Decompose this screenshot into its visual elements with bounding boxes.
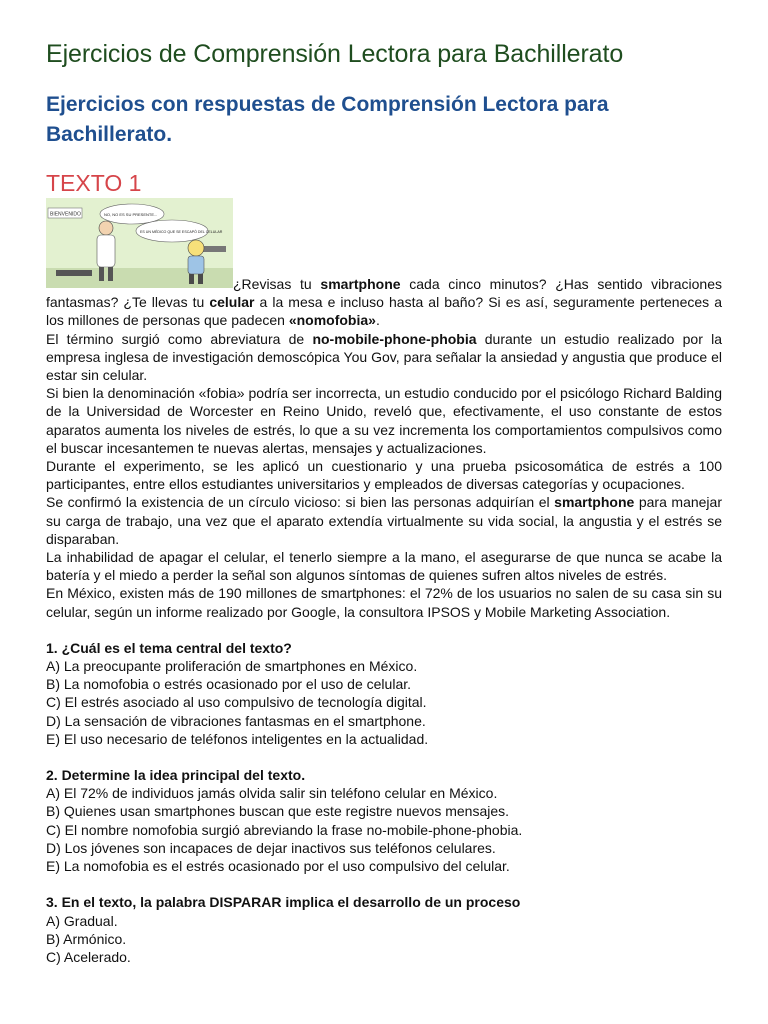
answer-option: B) La nomofobia o estrés ocasionado por el uso de celular. [46, 676, 412, 693]
paragraph-5 [46, 493, 722, 548]
highlight-smartphone: smartphone [554, 494, 635, 511]
question-1 [46, 639, 722, 748]
answer-option: C) Acelerado. [46, 948, 131, 965]
text-run: durante un estudio realizado por la empresa inglesa de investigación demoscópica You Gov, para señalar la ansiedad y angustia que produce el estar sin celular. [46, 330, 722, 384]
section-label: TEXTO 1 [46, 170, 142, 196]
paragraph-2 [46, 330, 722, 385]
paragraph-1 [46, 275, 722, 330]
answer-option: C) El estrés asociado al uso compulsivo de tecnología digital. [46, 694, 427, 711]
reading-text [46, 275, 722, 966]
answer-option: A) Gradual. [46, 912, 118, 929]
answer-option: C) El nombre nomofobia surgió abreviando la frase no-mobile-phone-phobia. [46, 821, 523, 838]
text-run: cada cinco minutos? ¿Has sentido vibraciones fantasmas? ¿Te llevas tu [46, 276, 722, 311]
answer-option: E) El uso necesario de teléfonos inteligentes en la actualidad. [46, 730, 429, 747]
text-run: Se confirmó la existencia de un círculo vicioso: si bien las personas adquirían el [46, 494, 555, 511]
text-run: ¿Revisas tu [233, 276, 321, 292]
answer-option: A) El 72% de individuos jamás olvida salir sin teléfono celular en México. [46, 785, 498, 802]
document-title: Ejercicios de Comprensión Lectora para Bachillerato [46, 40, 624, 68]
answer-option: B) Quienes usan smartphones buscan que este registre nuevos mensajes. [46, 803, 510, 820]
answer-option: B) Armónico. [46, 930, 127, 947]
document-subtitle: Ejercicios con respuestas de Comprensión Lectora para Bachillerato. [46, 93, 609, 146]
answer-option: D) La sensación de vibraciones fantasmas en el smartphone. [46, 712, 426, 729]
question-title: 3. En el texto, la palabra DISPARAR implica el desarrollo de un proceso [46, 894, 521, 911]
speech-bubble-1-text: NO, NO ES SU PRESENTE... [104, 212, 158, 217]
paragraph-3: Si bien la denominación «fobia» podría ser incorrecta, un estudio conducido por el psicólogo Richard Balding de la Universidad de Worcester en Reino Unido, reveló que, efectivamente, el uso constante de estos aparatos aumenta los niveles de estrés, lo que a su vez incrementa los comportamientos compulsivos como el buscar incesantemen te nuevas alertas, mensajes y actualizaciones. [46, 385, 722, 456]
highlight-no-mobile-phone-phobia: no-mobile-phone-phobia [312, 330, 477, 347]
answer-option: E) La nomofobia es el estrés ocasionado por el uso compulsivo del celular. [46, 858, 510, 875]
answer-option: A) La preocupante proliferación de smartphones en México. [46, 658, 418, 675]
text-run: a la mesa e incluso hasta al baño? Si es así, seguramente perteneces a los millones de personas que padecen [46, 294, 722, 329]
answer-option: D) Los jóvenes son incapaces de dejar inactivos sus teléfonos celulares. [46, 839, 496, 856]
text-run: para manejar su carga de trabajo, una vez que el aparato extendía virtualmente su vida social, la angustia y el estrés se disparaban. [46, 494, 722, 547]
highlight-nomofobia: «nomofobia» [288, 312, 376, 329]
speech-bubble-2-text: ES UN MÉDICO QUE SE ESCAPÓ DEL CELULAR [140, 230, 223, 234]
question-2 [46, 766, 722, 875]
question-title: 1. ¿Cuál es el tema central del texto? [46, 639, 292, 656]
highlight-celular: celular [209, 294, 255, 311]
paragraph-6: La inhabilidad de apagar el celular, el tenerlo siempre a la mano, el asegurarse de que nunca se acabe la batería y el miedo a perder la señal son algunos síntomas de quienes sufren altos niveles de estrés. [46, 549, 722, 584]
highlight-smartphone: smartphone [320, 276, 401, 292]
paragraph-4: Durante el experimento, se les aplicó un cuestionario y una prueba psicosomática de estrés a 100 participantes, entre ellos estudiantes universitarios y empleados de diversas categorías y ocupaciones. [46, 458, 722, 493]
text-run: . [375, 312, 380, 329]
paragraph-7: En México, existen más de 190 millones de smartphones: el 72% de los usuarios no salen de su casa sin su celular, según un informe realizado por Google, la consultora IPSOS y Mobile Marketing Association. [46, 585, 722, 620]
question-title: 2. Determine la idea principal del texto. [46, 767, 306, 784]
text-run: El término surgió como abreviatura de [46, 330, 313, 347]
sign-text: BIENVENIDO [50, 211, 81, 218]
question-3 [46, 893, 722, 966]
